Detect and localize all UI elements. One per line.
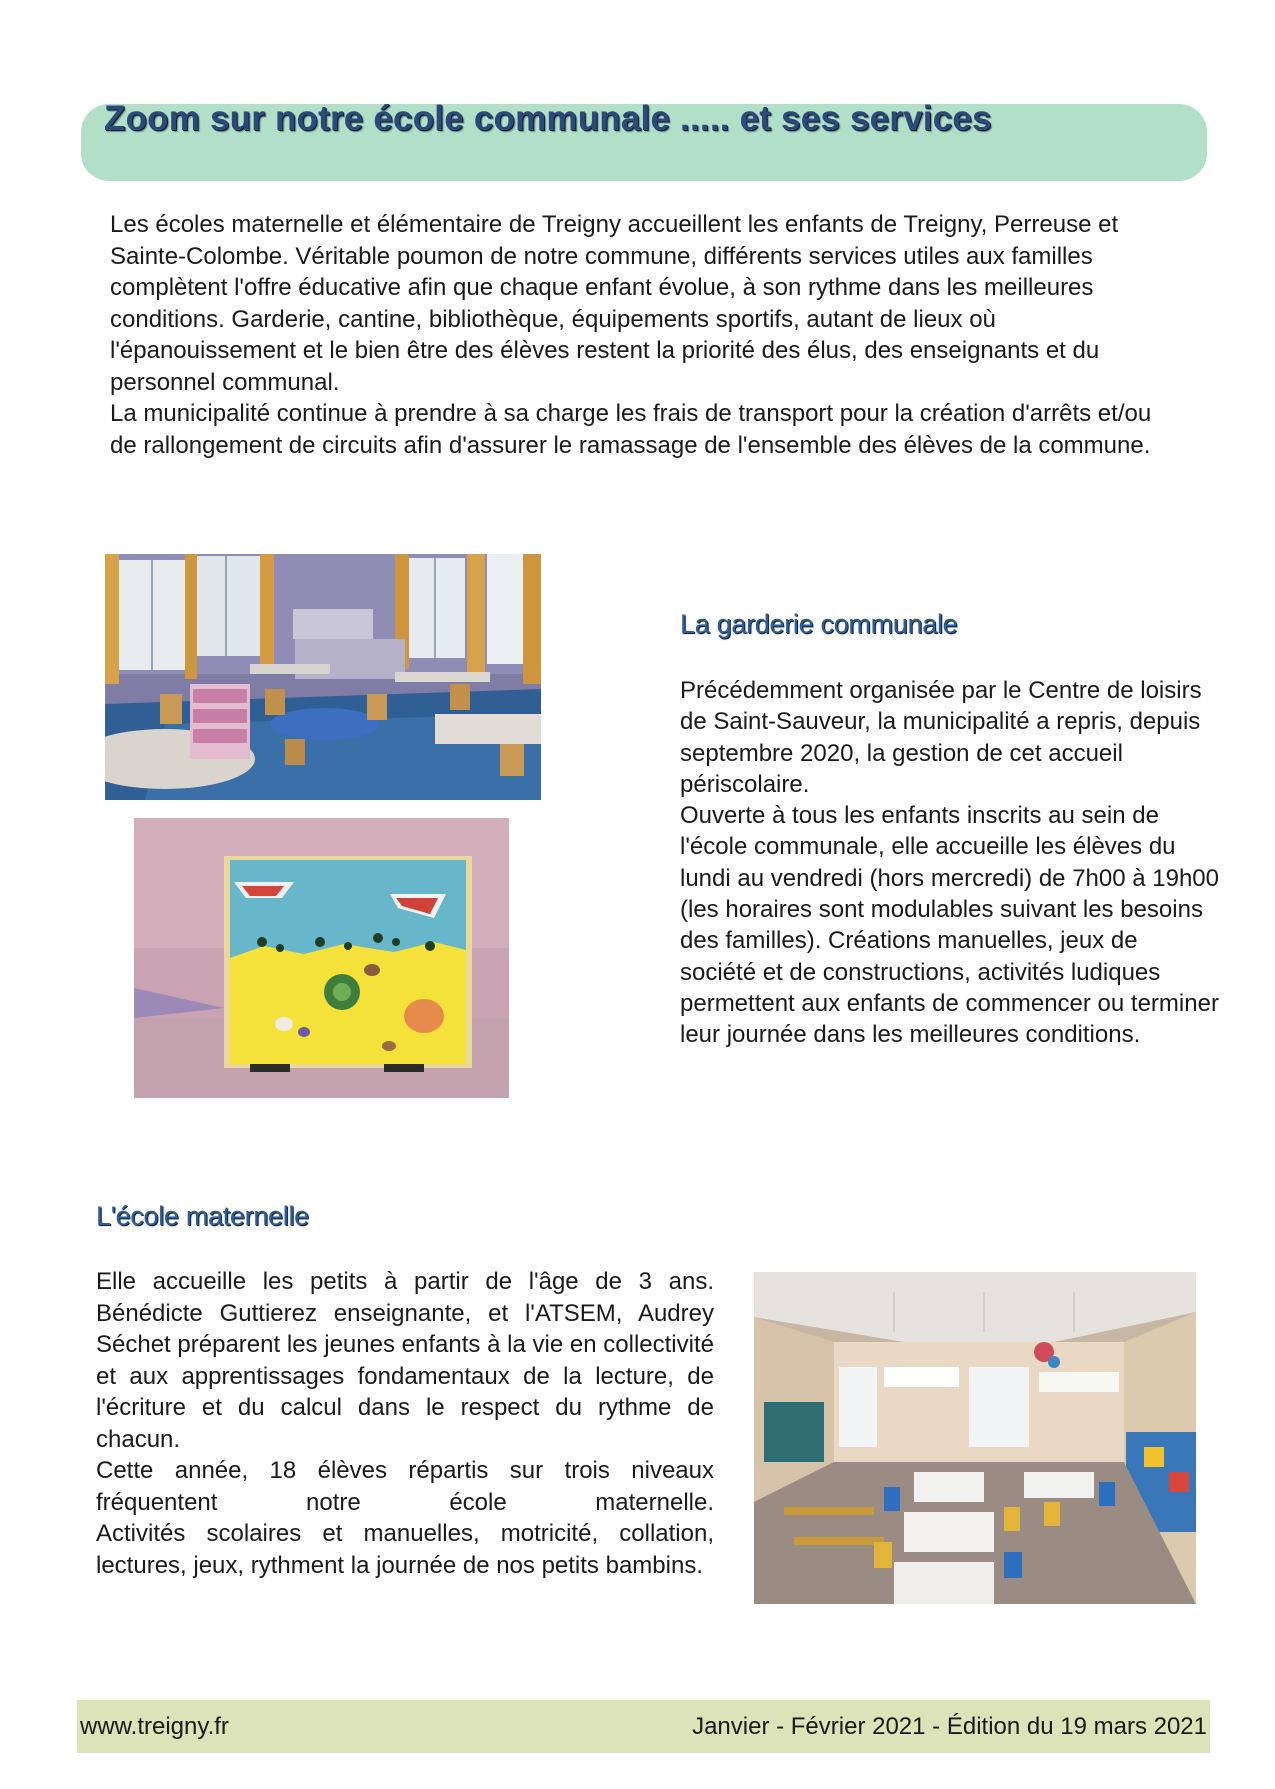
garderie-paragraph-1: Précédemment organisée par le Centre de loisirs de Saint-Sauveur, la municipalité a repris, depuis septembre 2020, la gestion de cet accueil périscolaire.: [680, 677, 1202, 798]
garderie-paragraph-2: Ouverte à tous les enfants inscrits au sein de l'école communale, elle accueille les élèves du lundi au vendredi (hors mercredi) de 7h00 à 19h00 (les horaires sont modulables suivant les besoins des familles). Créations manuelles, jeux de société et de constructions, activités ludiques permettent aux enfants de commencer ou terminer leur journée dans les meilleures conditions.: [680, 802, 1220, 1049]
maternelle-text: [96, 1266, 714, 1581]
footer-website: www.treigny.fr: [80, 1713, 229, 1740]
garderie-title: La garderie communale: [680, 609, 958, 639]
intro-paragraph-1: Les écoles maternelle et élémentaire de Treigny accueillent les enfants de Treigny, Perreuse et Sainte-Colombe. Véritable poumon de notre commune, différents services utiles aux familles complètent l'offre éducative afin que chaque enfant évolue, à son rythme dans les meilleures conditions. Garderie, cantine, bibliothèque, équipements sportifs, autant de lieux où l'épanouissement et le bien être des élèves restent la priorité des élus, des enseignants et du personnel communal.: [110, 211, 1119, 396]
maternelle-paragraph-2: Cette année, 18 élèves répartis sur trois niveaux fréquentent notre école maternelle.: [96, 1457, 714, 1516]
maternelle-paragraph-1: Elle accueille les petits à partir de l'âge de 3 ans. Bénédicte Guttierez enseignante, et l'ATSEM, Audrey Séchet préparent les jeunes enfants à la vie en collectivité et aux apprentissages fondamentaux de la lecture, de l'écriture et du calcul dans le respect du rythme de chacun.: [96, 1268, 714, 1453]
maternelle-paragraph-3: Activités scolaires et manuelles, motricité, collation, lectures, jeux, rythment la journée de nos petits bambins.: [96, 1520, 714, 1579]
page-title: Zoom sur notre école communale ..... et ses services: [104, 99, 992, 138]
intro-paragraph-2: La municipalité continue à prendre à sa charge les frais de transport pour la création d'arrêts et/ou de rallongement de circuits afin d'assurer le ramassage de l'ensemble des élèves de la commune.: [110, 400, 1152, 459]
maternelle-title: L'école maternelle: [96, 1201, 309, 1231]
maternelle-classroom-photo: [754, 1272, 1196, 1604]
craft-artwork-photo: [134, 818, 509, 1098]
intro-text: [110, 209, 1170, 461]
garderie-text: [680, 675, 1220, 1051]
garderie-classroom-photo: [105, 554, 541, 800]
footer-edition: Janvier - Février 2021 - Édition du 19 mars 2021: [692, 1713, 1207, 1740]
